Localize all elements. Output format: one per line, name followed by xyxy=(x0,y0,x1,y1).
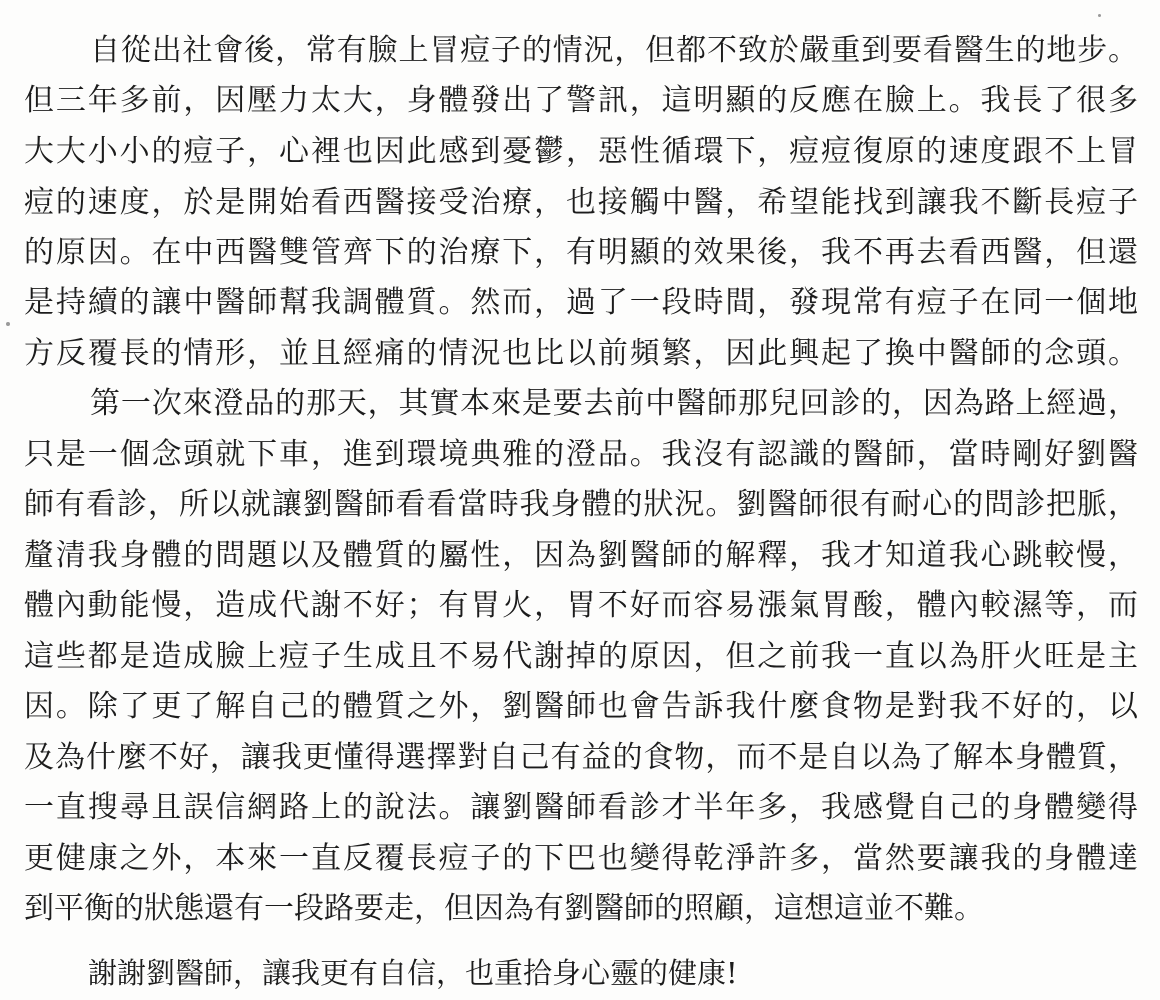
text-line: 及為什麼不好，讓我更懂得選擇對自己有益的食物，而不是自以為了解本身體質， xyxy=(24,740,1138,775)
text-line: 因。除了更了解自己的體質之外，劉醫師也會告訴我什麼食物是對我不好的，以 xyxy=(24,689,1138,724)
text-line: 一直搜尋且誤信網路上的說法。讓劉醫師看診才半年多，我感覺自己的身體變得 xyxy=(24,790,1138,825)
text-line: 但三年多前，因壓力太大，身體發出了警訊，這明顯的反應在臉上。我長了很多 xyxy=(24,83,1138,118)
text-line: 大大小小的痘子，心裡也因此感到憂鬱，惡性循環下，痘痘復原的速度跟不上冒 xyxy=(24,134,1138,169)
scan-speck xyxy=(6,322,10,326)
text-line: 這些都是造成臉上痘子生成且不易代謝掉的原因，但之前我一直以為肝火旺是主 xyxy=(24,639,1138,674)
text-line: 只是一個念頭就下車，進到環境典雅的澄品。我沒有認識的醫師，當時剛好劉醫 xyxy=(24,437,1138,472)
text-line: 第一次來澄品的那天，其實本來是要去前中醫師那兒回診的，因為路上經過， xyxy=(90,386,1138,421)
text-line: 釐清我身體的問題以及體質的屬性，因為劉醫師的解釋，我才知道我心跳較慢， xyxy=(24,538,1138,573)
closing-line: 謝謝劉醫師，讓我更有自信，也重拾身心靈的健康! xyxy=(88,956,738,990)
text-line: 痘的速度，於是開始看西醫接受治療，也接觸中醫，希望能找到讓我不斷長痘子 xyxy=(24,185,1138,220)
text-line: 體內動能慢，造成代謝不好；有胃火，胃不好而容易漲氣胃酸，體內較濕等，而 xyxy=(24,588,1138,623)
text-line: 方反覆長的情形，並且經痛的情況也比以前頻繁，因此興起了換中醫師的念頭。 xyxy=(24,336,1138,371)
text-line: 更健康之外，本來一直反覆長痘子的下巴也變得乾淨許多，當然要讓我的身體達 xyxy=(24,841,1138,876)
scan-speck xyxy=(1098,14,1101,17)
text-line: 師有看診，所以就讓劉醫師看看當時我身體的狀況。劉醫師很有耐心的問診把脈， xyxy=(24,487,1138,522)
text-line: 自從出社會後，常有臉上冒痘子的情況，但都不致於嚴重到要看醫生的地步。 xyxy=(90,33,1138,68)
text-line: 到平衡的狀態還有一段路要走，但因為有劉醫師的照顧，這想這並不難。 xyxy=(24,891,984,926)
text-line: 的原因。在中西醫雙管齊下的治療下，有明顯的效果後，我不再去看西醫，但還 xyxy=(24,235,1138,270)
text-line: 是持續的讓中醫師幫我調體質。然而，過了一段時間，發現常有痘子在同一個地 xyxy=(24,285,1138,320)
